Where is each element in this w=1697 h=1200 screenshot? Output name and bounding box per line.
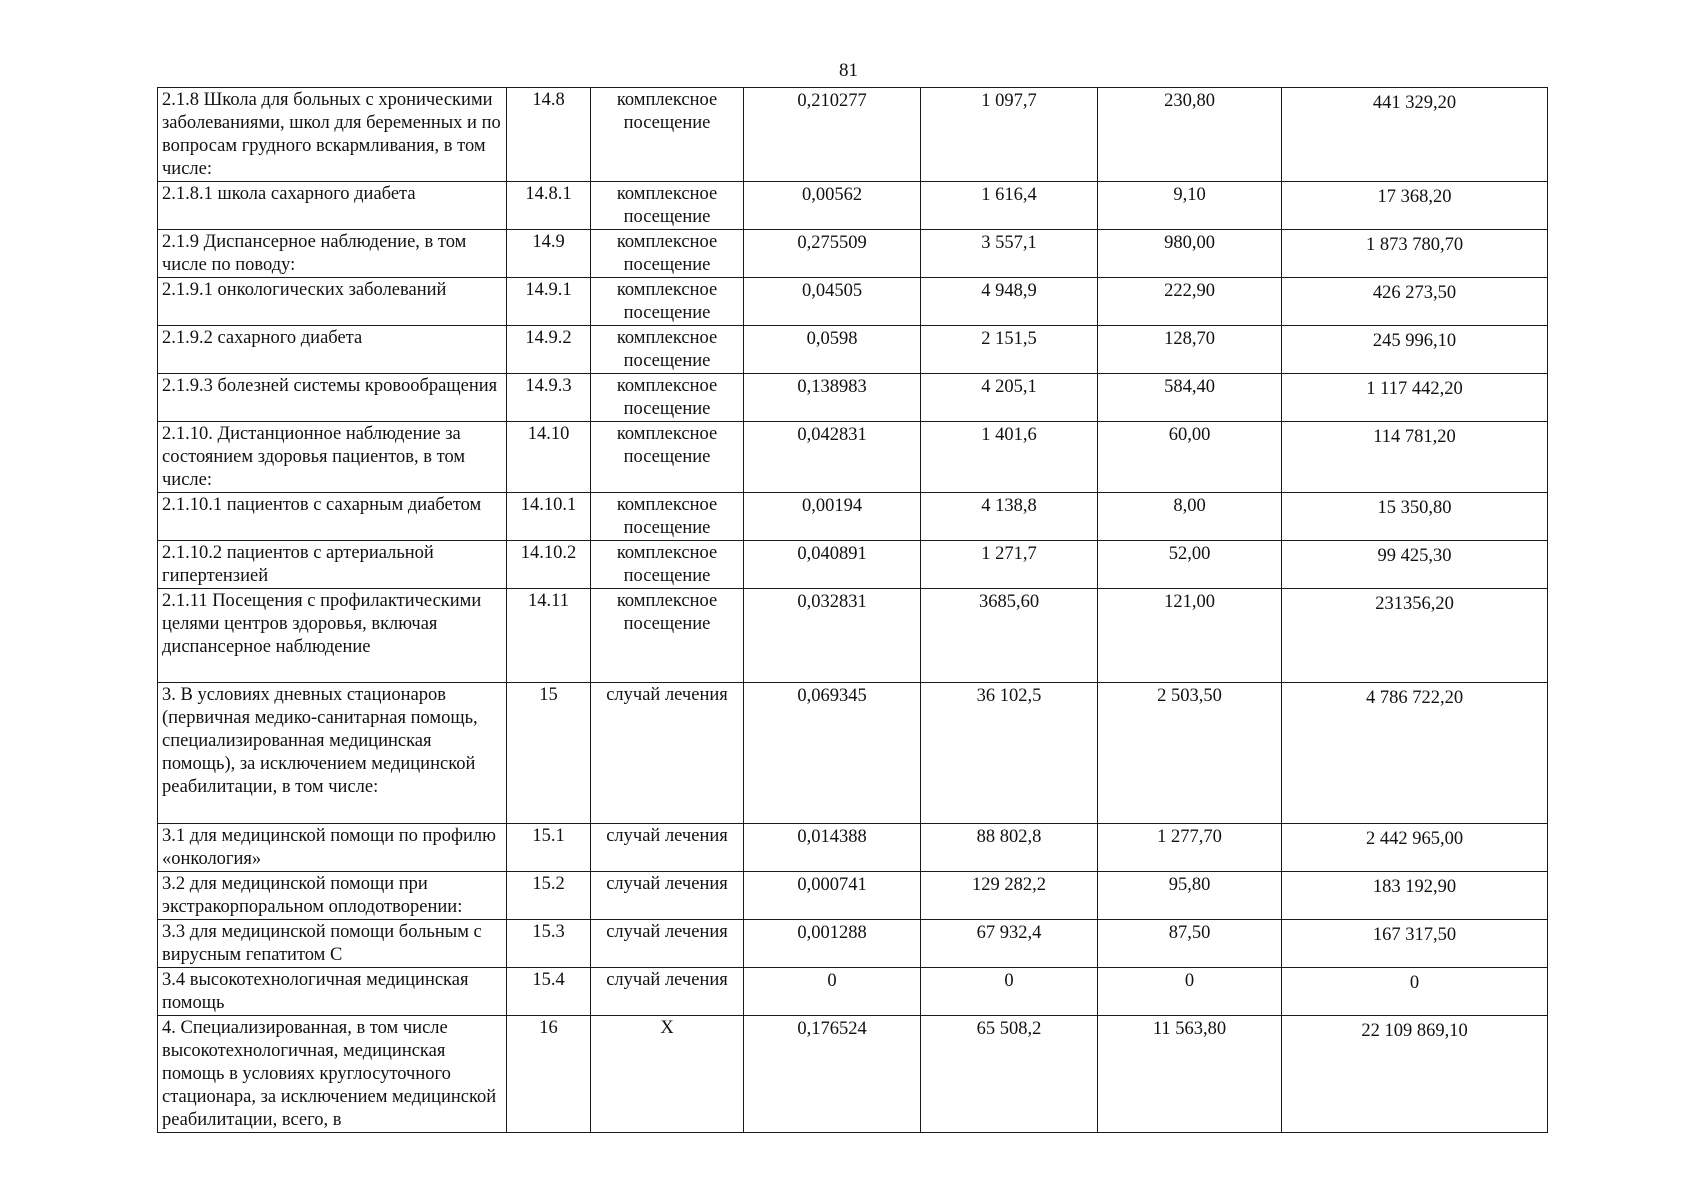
- row-value-2-cell: 1 097,7: [921, 88, 1098, 182]
- row-unit-cell: комплексное посещение: [591, 541, 744, 589]
- row-unit-cell: комплексное посещение: [591, 88, 744, 182]
- row-name-cell: 3. В условиях дневных стационаров (первичная медико-санитарная помощь, специализированная медицинская помощь), за исключением медицинской реабилитации, в том числе:: [158, 683, 507, 824]
- row-value-3-cell: 11 563,80: [1098, 1016, 1282, 1133]
- row-value-4-cell: 2 442 965,00: [1282, 824, 1548, 872]
- row-unit-cell: комплексное посещение: [591, 374, 744, 422]
- row-value-1-cell: 0,014388: [744, 824, 921, 872]
- table-row: [158, 1016, 1548, 1133]
- row-value-4-cell: 1 117 442,20: [1282, 374, 1548, 422]
- table-row: [158, 88, 1548, 182]
- row-value-3-cell: 95,80: [1098, 872, 1282, 920]
- row-value-3-cell: 230,80: [1098, 88, 1282, 182]
- row-code-cell: 14.9.3: [507, 374, 591, 422]
- row-value-4-cell: 22 109 869,10: [1282, 1016, 1548, 1133]
- row-value-4-cell: 167 317,50: [1282, 920, 1548, 968]
- row-unit-cell: случай лечения: [591, 920, 744, 968]
- row-code-cell: 14.8: [507, 88, 591, 182]
- row-value-3-cell: 8,00: [1098, 493, 1282, 541]
- row-value-3-cell: 2 503,50: [1098, 683, 1282, 824]
- row-name-cell: 3.3 для медицинской помощи больным с вирусным гепатитом С: [158, 920, 507, 968]
- table-row: [158, 920, 1548, 968]
- row-name-cell: 2.1.9.2 сахарного диабета: [158, 326, 507, 374]
- row-value-2-cell: 2 151,5: [921, 326, 1098, 374]
- row-code-cell: 15.3: [507, 920, 591, 968]
- row-value-4-cell: 99 425,30: [1282, 541, 1548, 589]
- row-value-1-cell: 0,210277: [744, 88, 921, 182]
- row-value-3-cell: 1 277,70: [1098, 824, 1282, 872]
- row-code-cell: 14.8.1: [507, 182, 591, 230]
- table-row: [158, 589, 1548, 683]
- row-value-2-cell: 3 557,1: [921, 230, 1098, 278]
- row-unit-cell: случай лечения: [591, 824, 744, 872]
- row-value-1-cell: 0,042831: [744, 422, 921, 493]
- row-name-cell: 2.1.9 Диспансерное наблюдение, в том числе по поводу:: [158, 230, 507, 278]
- row-value-1-cell: 0,0598: [744, 326, 921, 374]
- row-unit-cell: случай лечения: [591, 683, 744, 824]
- row-code-cell: 14.10.2: [507, 541, 591, 589]
- table-row: [158, 968, 1548, 1016]
- row-name-cell: 4. Специализированная, в том числе высокотехнологичная, медицинская помощь в условиях круглосуточного стационара, за исключением медицинской реабилитации, всего, в: [158, 1016, 507, 1133]
- row-unit-cell: комплексное посещение: [591, 230, 744, 278]
- row-value-1-cell: 0,000741: [744, 872, 921, 920]
- row-value-4-cell: 183 192,90: [1282, 872, 1548, 920]
- row-name-cell: 2.1.10. Дистанционное наблюдение за состоянием здоровья пациентов, в том числе:: [158, 422, 507, 493]
- row-value-3-cell: 128,70: [1098, 326, 1282, 374]
- row-value-2-cell: 88 802,8: [921, 824, 1098, 872]
- row-value-2-cell: 65 508,2: [921, 1016, 1098, 1133]
- row-value-2-cell: 4 948,9: [921, 278, 1098, 326]
- row-code-cell: 15.2: [507, 872, 591, 920]
- row-unit-cell: комплексное посещение: [591, 278, 744, 326]
- table-row: [158, 824, 1548, 872]
- row-value-3-cell: 121,00: [1098, 589, 1282, 683]
- row-code-cell: 14.9: [507, 230, 591, 278]
- row-name-cell: 2.1.8 Школа для больных с хроническими заболеваниями, школ для беременных и по вопросам грудного вскармливания, в том числе:: [158, 88, 507, 182]
- row-value-1-cell: 0,001288: [744, 920, 921, 968]
- row-unit-cell: комплексное посещение: [591, 326, 744, 374]
- row-unit-cell: комплексное посещение: [591, 422, 744, 493]
- row-code-cell: 14.9.2: [507, 326, 591, 374]
- row-unit-cell: Х: [591, 1016, 744, 1133]
- row-value-4-cell: 15 350,80: [1282, 493, 1548, 541]
- medical-care-table: [157, 87, 1548, 1133]
- row-value-1-cell: 0,032831: [744, 589, 921, 683]
- row-code-cell: 15.4: [507, 968, 591, 1016]
- row-code-cell: 16: [507, 1016, 591, 1133]
- row-value-3-cell: 52,00: [1098, 541, 1282, 589]
- row-name-cell: 3.4 высокотехнологичная медицинская помощь: [158, 968, 507, 1016]
- row-unit-cell: комплексное посещение: [591, 493, 744, 541]
- table-row: [158, 230, 1548, 278]
- row-name-cell: 3.1 для медицинской помощи по профилю «онкология»: [158, 824, 507, 872]
- row-value-1-cell: 0,040891: [744, 541, 921, 589]
- row-value-3-cell: 584,40: [1098, 374, 1282, 422]
- row-value-2-cell: 4 205,1: [921, 374, 1098, 422]
- row-value-3-cell: 9,10: [1098, 182, 1282, 230]
- row-code-cell: 15.1: [507, 824, 591, 872]
- table-row: [158, 683, 1548, 824]
- table-row: [158, 374, 1548, 422]
- row-name-cell: 2.1.11 Посещения с профилактическими целями центров здоровья, включая диспансерное наблюдение: [158, 589, 507, 683]
- row-code-cell: 14.10: [507, 422, 591, 493]
- row-value-2-cell: 3685,60: [921, 589, 1098, 683]
- row-unit-cell: случай лечения: [591, 968, 744, 1016]
- row-value-3-cell: 222,90: [1098, 278, 1282, 326]
- row-code-cell: 14.10.1: [507, 493, 591, 541]
- row-value-1-cell: 0,176524: [744, 1016, 921, 1133]
- row-name-cell: 3.2 для медицинской помощи при экстракорпоральном оплодотворении:: [158, 872, 507, 920]
- table-row: [158, 541, 1548, 589]
- row-value-2-cell: 1 616,4: [921, 182, 1098, 230]
- table-row: [158, 326, 1548, 374]
- row-value-1-cell: 0,00562: [744, 182, 921, 230]
- row-value-1-cell: 0,138983: [744, 374, 921, 422]
- row-value-3-cell: 87,50: [1098, 920, 1282, 968]
- row-unit-cell: случай лечения: [591, 872, 744, 920]
- row-value-4-cell: 114 781,20: [1282, 422, 1548, 493]
- row-name-cell: 2.1.10.2 пациентов с артериальной гипертензией: [158, 541, 507, 589]
- row-name-cell: 2.1.9.3 болезней системы кровообращения: [158, 374, 507, 422]
- table-row: [158, 493, 1548, 541]
- row-value-3-cell: 60,00: [1098, 422, 1282, 493]
- row-value-2-cell: 67 932,4: [921, 920, 1098, 968]
- row-value-1-cell: 0,00194: [744, 493, 921, 541]
- row-value-2-cell: 0: [921, 968, 1098, 1016]
- row-value-2-cell: 1 401,6: [921, 422, 1098, 493]
- row-value-2-cell: 1 271,7: [921, 541, 1098, 589]
- row-value-4-cell: 17 368,20: [1282, 182, 1548, 230]
- row-value-3-cell: 980,00: [1098, 230, 1282, 278]
- row-value-2-cell: 36 102,5: [921, 683, 1098, 824]
- row-value-2-cell: 129 282,2: [921, 872, 1098, 920]
- page-number: 81: [839, 60, 858, 81]
- row-unit-cell: комплексное посещение: [591, 589, 744, 683]
- row-code-cell: 14.9.1: [507, 278, 591, 326]
- row-name-cell: 2.1.9.1 онкологических заболеваний: [158, 278, 507, 326]
- table-row: [158, 422, 1548, 493]
- row-name-cell: 2.1.8.1 школа сахарного диабета: [158, 182, 507, 230]
- row-value-2-cell: 4 138,8: [921, 493, 1098, 541]
- row-value-1-cell: 0: [744, 968, 921, 1016]
- row-value-4-cell: 1 873 780,70: [1282, 230, 1548, 278]
- row-code-cell: 15: [507, 683, 591, 824]
- table-row: [158, 278, 1548, 326]
- row-value-4-cell: 441 329,20: [1282, 88, 1548, 182]
- row-value-4-cell: 426 273,50: [1282, 278, 1548, 326]
- row-value-1-cell: 0,04505: [744, 278, 921, 326]
- row-unit-cell: комплексное посещение: [591, 182, 744, 230]
- row-value-4-cell: 231356,20: [1282, 589, 1548, 683]
- table-row: [158, 182, 1548, 230]
- row-value-4-cell: 4 786 722,20: [1282, 683, 1548, 824]
- row-name-cell: 2.1.10.1 пациентов с сахарным диабетом: [158, 493, 507, 541]
- row-value-3-cell: 0: [1098, 968, 1282, 1016]
- row-value-4-cell: 245 996,10: [1282, 326, 1548, 374]
- row-value-4-cell: 0: [1282, 968, 1548, 1016]
- table-row: [158, 872, 1548, 920]
- row-value-1-cell: 0,069345: [744, 683, 921, 824]
- row-code-cell: 14.11: [507, 589, 591, 683]
- row-value-1-cell: 0,275509: [744, 230, 921, 278]
